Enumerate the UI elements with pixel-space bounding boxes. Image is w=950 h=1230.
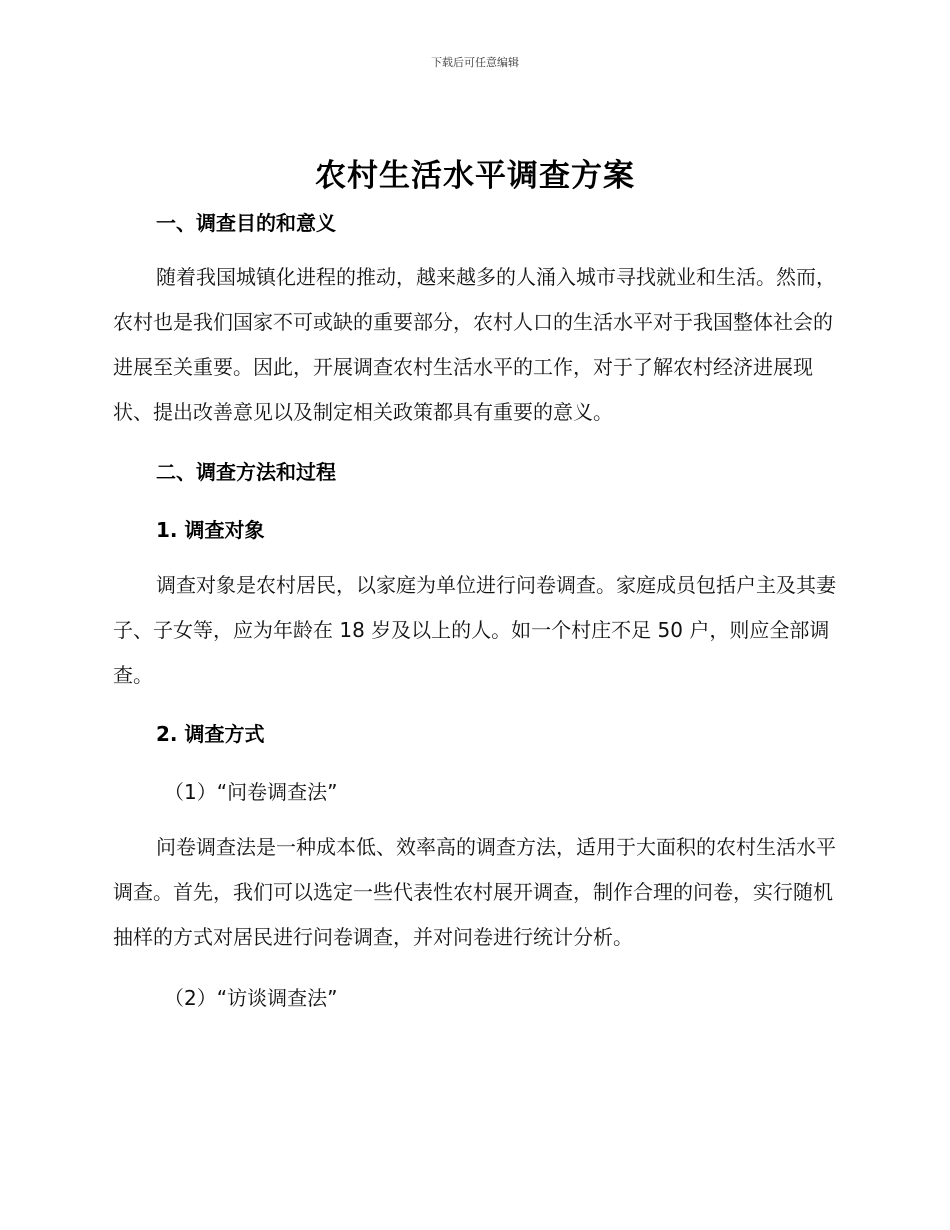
section-heading-method: 二、调查方法和过程 [156, 460, 336, 484]
document-title: 农村生活水平调查方案 [315, 158, 635, 194]
section-heading-purpose: 一、调查目的和意义 [156, 211, 336, 235]
method-label-questionnaire: （1）“问卷调查法” [164, 780, 338, 804]
paragraph-text: 随着我国城镇化进程的推动，越来越多的人涌入城市寻找就业和生活。然而，农村也是我们国家不可或缺的重要部分，农村人口的生活水平对于我国整体社会的进展至关重要。因此，开展调查农村生活水平的工作，对于了解农村经济进展现状、提出改善意见以及制定相关政策都具有重要的意义。 [113, 265, 836, 424]
method-label-interview: （2）“访谈调查法” [164, 986, 338, 1010]
purpose-paragraph [113, 255, 837, 435]
header-note: 下载后可任意编辑 [431, 56, 519, 69]
questionnaire-paragraph [113, 825, 837, 960]
subsection-heading-subjects: 1. 调查对象 [156, 518, 265, 542]
subjects-paragraph [113, 563, 837, 698]
paragraph-text: 调查对象是农村居民，以家庭为单位进行问卷调查。家庭成员包括户主及其妻子、子女等，应为年龄在 18 岁及以上的人。如一个村庄不足 50 户，则应全部调查。 [113, 573, 836, 687]
subsection-heading-approach: 2. 调查方式 [156, 722, 265, 746]
paragraph-text: 问卷调查法是一种成本低、效率高的调查方法，适用于大面积的农村生活水平调查。首先，我们可以选定一些代表性农村展开调查，制作合理的问卷，实行随机抽样的方式对居民进行问卷调查，并对问卷进行统计分析。 [113, 835, 836, 949]
